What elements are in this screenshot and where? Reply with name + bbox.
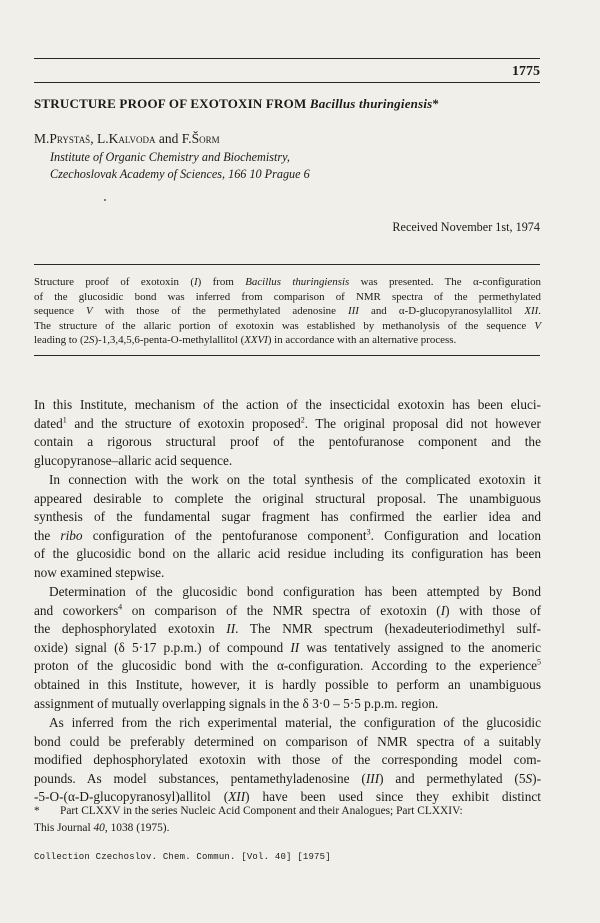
body-line [34, 620, 541, 639]
body-line: modified dephosphorylated exotoxin with those of the corresponding model com- [34, 752, 541, 768]
compound-ref: I [193, 276, 198, 288]
text: Structure proof of exotoxin ( [34, 276, 194, 288]
article-title [34, 96, 554, 112]
journal-footer: Collection Czechoslov. Chem. Commun. [Vol. 40] [1975] [34, 852, 331, 862]
compound-ref: III [348, 305, 359, 318]
text: , 1038 (1975). [104, 821, 170, 834]
text: configuration of the pentofuranose component [82, 527, 367, 543]
text: Part CLXXV in the series Nucleic Acid Component and their Analogues; Part CLXXIV: [60, 805, 463, 817]
citation: 5 [537, 657, 541, 667]
body-line [34, 770, 541, 789]
configuration-term: ribo [60, 527, 83, 543]
compound-ref: III [365, 770, 380, 786]
body-line [34, 415, 541, 434]
speck [104, 199, 106, 201]
text: . The original proposal did not however [304, 415, 541, 431]
text: -5-O-(α-D-glucopyranosyl)allitol ( [34, 789, 229, 805]
text: dated [34, 415, 63, 431]
text: )- [532, 770, 541, 786]
compound-ref: I [440, 602, 446, 618]
author-1-initial: M. [34, 131, 50, 146]
abstract-line [34, 333, 541, 348]
abstract-line [34, 319, 541, 334]
text: and α-D-glucopyranosylallitol [358, 305, 525, 318]
stereo-descriptor: S [525, 770, 533, 786]
affiliation-line-2: Czechoslovak Academy of Sciences, 166 10 Prague 6 [50, 167, 310, 181]
body-line [34, 602, 541, 621]
body-paragraph-4 [34, 714, 541, 807]
species-name: Bacillus thuringiensis [245, 276, 350, 288]
text: ) in accordance with an alternative process. [267, 334, 457, 347]
author-1-surname: Pryst [49, 131, 79, 146]
body-line: Determination of the glucosidic bond configuration has been attempted by Bond [49, 584, 541, 599]
footnote [34, 803, 541, 836]
body-line: contain a rigorous structural proof of the pentofuranose component and the [34, 434, 541, 450]
text: leading to (2 [34, 334, 90, 347]
footnote-mark: * [34, 805, 40, 817]
text: the [34, 527, 61, 543]
body-line [34, 639, 541, 658]
abstract-line: of the glucosidic bond was inferred from comparison of NMR spectra of the permethylated [34, 290, 541, 303]
footnote-line-2 [34, 820, 541, 837]
text: ) with those of [445, 602, 542, 618]
body-paragraph-1 [34, 396, 541, 470]
body-line: assignment of mutually overlapping signals in the δ 3·0 – 5·5 p.p.m. region. [34, 695, 439, 711]
body-line: obtained in this Institute, however, it is hardly possible to perform an unambiguous [34, 676, 541, 692]
text: ) from [197, 276, 246, 288]
body-line: In this Institute, mechanism of the action of the insecticidal exotoxin has been eluci- [34, 397, 541, 412]
compound-ref: V [86, 305, 93, 318]
text: was presented. The α-configuration [349, 276, 541, 288]
body-paragraph-3 [34, 583, 541, 713]
body-line [34, 657, 541, 676]
text: sequence [34, 305, 87, 318]
body-line: of the glucosidic bond on the allaric acid residue including its configuration has been [34, 546, 541, 562]
citation: 2 [300, 415, 305, 425]
text: ) and permethylated (5 [379, 770, 526, 786]
compound-ref: II [290, 639, 300, 655]
body-line: synthesis of the fundamental sugar fragment has confirmed the earlier idea and [34, 509, 541, 525]
author-2-initial: L. [96, 131, 109, 146]
compound-ref: XII [524, 305, 539, 318]
text: the dephosphorylated exotoxin [34, 621, 227, 637]
page-number: 1775 [512, 64, 540, 79]
body-line: glucopyranose–allaric acid sequence. [34, 452, 233, 468]
text: oxide) signal (δ 5·17 p.p.m.) of compound [34, 639, 291, 655]
volume-number: 40 [93, 821, 105, 834]
body-line: appeared desirable to complete the original structural proposal. The unambiguous [34, 490, 541, 506]
abstract [34, 275, 541, 348]
author-2-surname: Kalvoda [108, 131, 156, 146]
stereo-descriptor: S [89, 334, 95, 347]
abstract-top-rule [34, 264, 540, 265]
text: )-1,3,4,5,6-penta-O-methylallitol ( [94, 334, 245, 347]
received-date: Received November 1st, 1974 [392, 220, 540, 234]
text: . Configuration and location [370, 527, 541, 543]
abstract-bottom-rule [34, 355, 540, 356]
title-main: STRUCTURE PROOF OF EXOTOXIN FROM [34, 96, 310, 111]
text: . [538, 305, 541, 318]
footnote-line-1 [34, 803, 541, 820]
compound-ref: II [226, 621, 236, 637]
text: ) have been used since they exhibit distinct [245, 789, 541, 805]
text: with those of the permethylated adenosine [92, 305, 349, 318]
body-line: As inferred from the rich experimental material, the configuration of the glucosidic [49, 715, 541, 730]
citation: 4 [118, 602, 123, 612]
body-line: bond could be preferably determined on comparison of NMR spectra of a suitably [34, 733, 541, 749]
body-paragraph-2 [34, 471, 541, 583]
text: and coworkers [34, 602, 119, 618]
title-italic: Bacillus thuringiensis [309, 96, 433, 111]
text: The structure of the allaric portion of exotoxin was established by methanolysis of the sequence [34, 319, 535, 332]
author-separator: , [90, 131, 97, 146]
text: proton of the glucosidic bond with the α-configuration. According to the experience [34, 658, 537, 674]
body-line: now examined stepwise. [34, 564, 165, 580]
body-line: In connection with the work on the total synthesis of the complicated exotoxin it [49, 472, 541, 487]
author-3-surname: Šorm [191, 131, 220, 146]
citation: 1 [62, 415, 67, 425]
compound-ref: XII [228, 789, 246, 805]
text: was tentatively assigned to the anomeric [299, 639, 542, 655]
author-list [34, 131, 220, 147]
abstract-line [34, 275, 541, 290]
author-and: and [155, 131, 182, 146]
text: . The NMR spectrum (hexadeuteriodimethyl sulf- [235, 621, 541, 637]
text: pounds. As model substances, pentamethyladenosine ( [34, 770, 366, 786]
title-footnote-mark: * [432, 96, 440, 111]
author-1-surname-end: aš [78, 131, 91, 146]
body-line [34, 527, 541, 546]
text: This Journal [34, 821, 94, 834]
header-rule [34, 58, 540, 59]
citation: 3 [366, 527, 371, 537]
text: on comparison of the NMR spectra of exotoxin ( [122, 602, 441, 618]
compound-ref: V [534, 319, 541, 332]
compound-ref: XXVI [244, 334, 268, 347]
author-3-initial: F. [181, 131, 192, 146]
affiliation-line-1: Institute of Organic Chemistry and Biochemistry, [50, 150, 290, 164]
text: and the structure of exotoxin proposed [66, 415, 301, 431]
title-rule [34, 82, 540, 83]
abstract-line [34, 304, 541, 319]
